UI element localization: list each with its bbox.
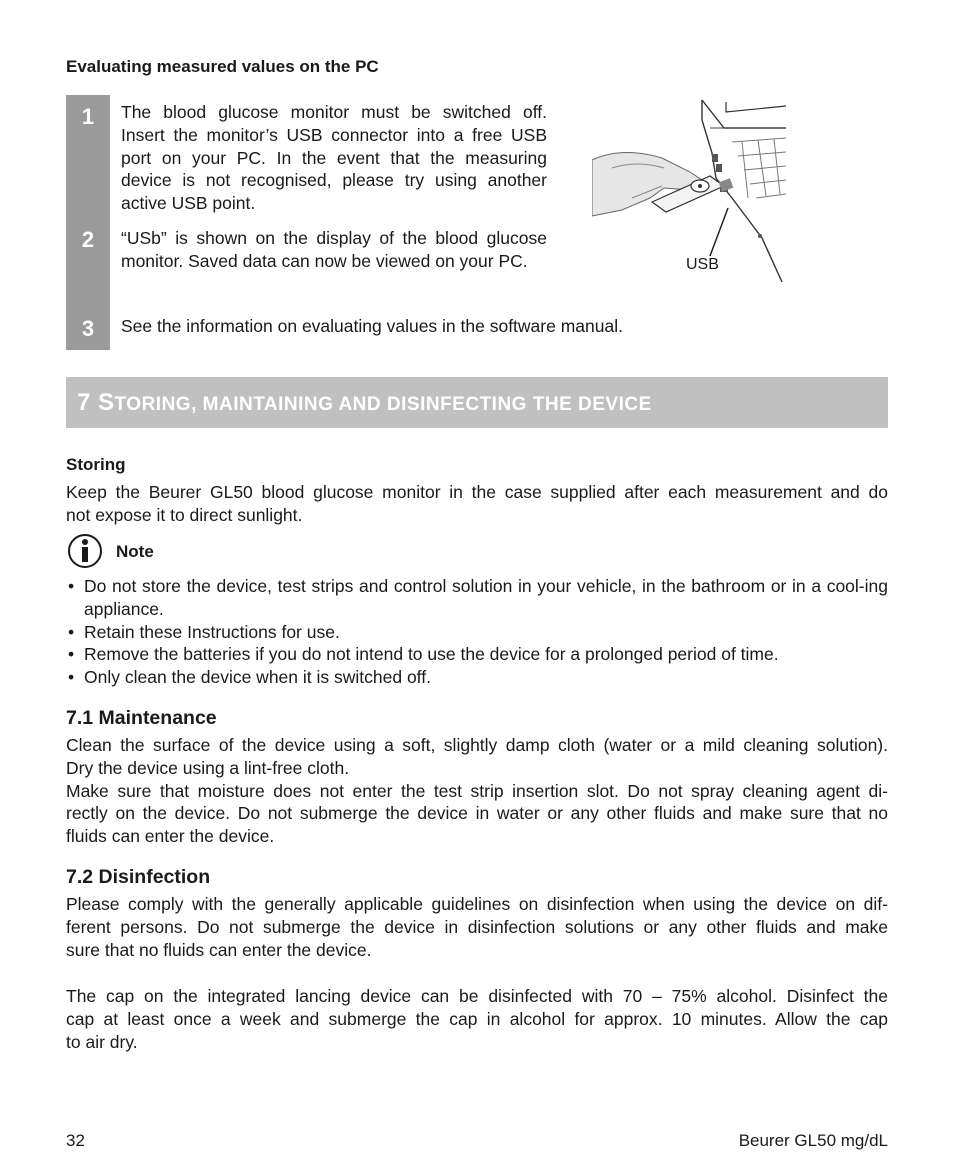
list-item: • Only clean the device when it is switched off.	[66, 666, 888, 689]
pc-section-heading: Evaluating measured values on the PC	[66, 57, 379, 76]
note-list	[66, 575, 888, 689]
storing-paragraph: Keep the Beurer GL50 blood glucose monitor in the case supplied after each measurement and do not expose it to direct sunlight.	[66, 482, 888, 525]
info-icon	[68, 534, 102, 568]
list-item: • Remove the batteries if you do not intend to use the device for a prolonged period of time.	[66, 643, 888, 666]
laptop-usb-illustration	[592, 98, 786, 282]
step-2-text: “USb” is shown on the display of the blood glucose monitor. Saved data can now be viewed on your PC.	[121, 228, 547, 271]
step-3-text: See the information on evaluating values in the software manual.	[121, 316, 623, 336]
usb-label: USB	[686, 256, 719, 273]
storing-heading: Storing	[66, 455, 126, 474]
section-7-header	[66, 377, 888, 428]
note-label: Note	[116, 542, 154, 561]
footer-product: Beurer GL50 mg/dL	[738, 1131, 888, 1150]
step-number-3: 3	[81, 316, 95, 341]
step-1-text: The blood glucose monitor must be switched off. Insert the monitor’s USB connector into a free USB port on your PC. In the event that the measuring device is not recognised, please try using another active USB point.	[121, 102, 547, 214]
list-item: • Retain these Instructions for use.	[66, 621, 888, 644]
disinfection-paragraph-2: The cap on the integrated lancing device can be disinfected with 70 – 75% alcohol. Disinfect the cap at least once a week and submerge the cap in alcohol for approx. 10 minutes. Allow the cap to air dry.	[66, 986, 888, 1052]
disinfection-heading: 7.2 Disinfection	[66, 866, 211, 888]
section-7-title: 7 STORING, MAINTAINING AND DISINFECTING THE DEVICE	[77, 389, 652, 416]
usb-illustration	[592, 98, 786, 282]
disinfection-paragraph-1: Please comply with the generally applicable guidelines on disinfection when using the device on dif- ferent persons. Do not submerge the device in disinfection solutions or any other fluids and make sure that no fluids can enter the device.	[66, 894, 888, 960]
step-number-2: 2	[81, 227, 95, 252]
maintenance-paragraph: Clean the surface of the device using a soft, slightly damp cloth (water or a mild cleaning solution). Dry the device using a lint-free cloth. Make sure that moisture does not enter the test strip insertion slot. Do not spray cleaning agent di- rectly on the device. Do not submerge the device in water or any other fluids and make sure that no fluids can enter the device.	[66, 735, 888, 847]
list-item: • Do not store the device, test strips and control solution in your vehicle, in the bathroom or in a cool-ing appliance.	[66, 575, 888, 621]
page-number: 32	[66, 1131, 85, 1150]
maintenance-heading: 7.1 Maintenance	[66, 707, 217, 729]
step-bar	[66, 95, 110, 350]
step-number-1: 1	[81, 104, 95, 129]
info-glyph	[77, 538, 93, 564]
